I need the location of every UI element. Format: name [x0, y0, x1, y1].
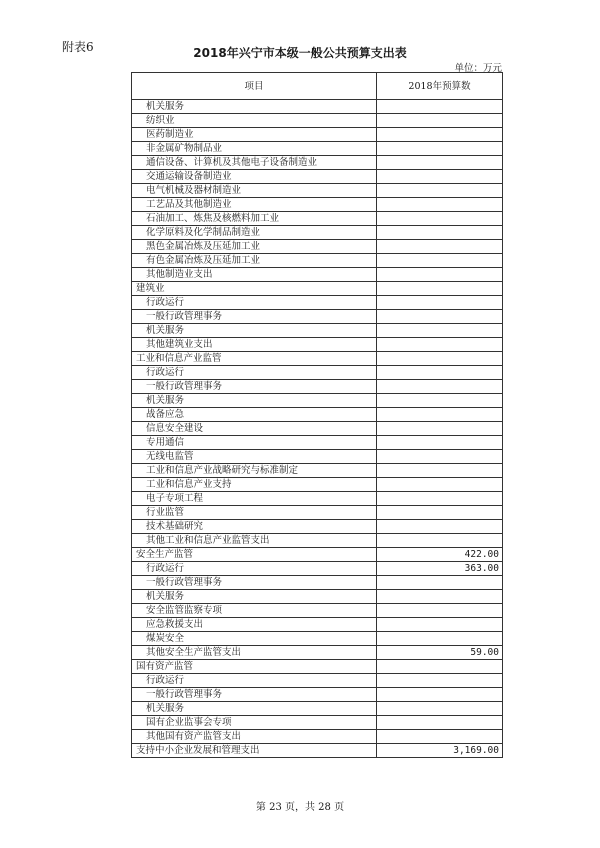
row-item-name: 纺织业: [132, 114, 377, 128]
table-row: [132, 282, 503, 296]
row-item-name: 石油加工、炼焦及核燃料加工业: [132, 212, 377, 226]
row-budget-value: [377, 380, 503, 394]
table-row: [132, 450, 503, 464]
row-budget-value: [377, 100, 503, 114]
row-item-name: 一般行政管理事务: [132, 688, 377, 702]
row-item-name: 工业和信息产业支持: [132, 478, 377, 492]
row-budget-value: [377, 240, 503, 254]
row-budget-value: [377, 464, 503, 478]
table-row: [132, 646, 503, 660]
table-row: [132, 534, 503, 548]
row-budget-value: [377, 632, 503, 646]
row-budget-value: [377, 618, 503, 632]
table-row: [132, 366, 503, 380]
row-item-name: 机关服务: [132, 590, 377, 604]
row-item-name: 电子专项工程: [132, 492, 377, 506]
table-row: [132, 394, 503, 408]
table-row: [132, 296, 503, 310]
row-budget-value: [377, 478, 503, 492]
row-budget-value: [377, 394, 503, 408]
row-item-name: 一般行政管理事务: [132, 576, 377, 590]
header-item: 项目: [132, 73, 377, 100]
table-row: [132, 324, 503, 338]
row-item-name: 有色金属冶炼及压延加工业: [132, 254, 377, 268]
row-budget-value: [377, 184, 503, 198]
table-row: [132, 576, 503, 590]
header-budget: 2018年预算数: [377, 73, 503, 100]
row-item-name: 机关服务: [132, 394, 377, 408]
row-budget-value: [377, 506, 503, 520]
row-budget-value: [377, 716, 503, 730]
row-budget-value: [377, 226, 503, 240]
row-item-name: 专用通信: [132, 436, 377, 450]
row-item-name: 一般行政管理事务: [132, 380, 377, 394]
row-budget-value: [377, 212, 503, 226]
row-item-name: 国有企业监事会专项: [132, 716, 377, 730]
row-item-name: 其他制造业支出: [132, 268, 377, 282]
row-budget-value: [377, 534, 503, 548]
row-budget-value: 363.00: [377, 562, 503, 576]
table-row: [132, 100, 503, 114]
row-item-name: 其他安全生产监管支出: [132, 646, 377, 660]
row-item-name: 煤炭安全: [132, 632, 377, 646]
table-row: [132, 464, 503, 478]
row-budget-value: 59.00: [377, 646, 503, 660]
row-budget-value: [377, 198, 503, 212]
unit-label: 单位：万元: [454, 63, 502, 74]
table-row: [132, 548, 503, 562]
row-budget-value: [377, 254, 503, 268]
row-item-name: 交通运输设备制造业: [132, 170, 377, 184]
table-row: [132, 198, 503, 212]
row-budget-value: [377, 156, 503, 170]
row-budget-value: [377, 366, 503, 380]
row-budget-value: [377, 436, 503, 450]
row-budget-value: [377, 730, 503, 744]
table-row: [132, 632, 503, 646]
table-row: [132, 478, 503, 492]
table-row: [132, 128, 503, 142]
row-budget-value: [377, 338, 503, 352]
row-item-name: 安全监管监察专项: [132, 604, 377, 618]
row-item-name: 应急救援支出: [132, 618, 377, 632]
table-row: [132, 674, 503, 688]
table-row: [132, 268, 503, 282]
row-item-name: 机关服务: [132, 100, 377, 114]
table-row: [132, 422, 503, 436]
row-budget-value: [377, 128, 503, 142]
table-row: [132, 618, 503, 632]
table-row: [132, 352, 503, 366]
row-budget-value: [377, 450, 503, 464]
row-budget-value: [377, 170, 503, 184]
table-row: [132, 156, 503, 170]
row-budget-value: [377, 520, 503, 534]
row-budget-value: 422.00: [377, 548, 503, 562]
table-row: [132, 310, 503, 324]
table-row: [132, 604, 503, 618]
row-item-name: 非金属矿物制品业: [132, 142, 377, 156]
table-row: [132, 408, 503, 422]
row-budget-value: [377, 660, 503, 674]
table-header-row: [132, 73, 503, 100]
row-item-name: 黑色金属冶炼及压延加工业: [132, 240, 377, 254]
table-row: [132, 338, 503, 352]
table-row: [132, 506, 503, 520]
table-row: [132, 226, 503, 240]
row-budget-value: [377, 702, 503, 716]
table-row: [132, 716, 503, 730]
table-row: [132, 142, 503, 156]
row-item-name: 医药制造业: [132, 128, 377, 142]
row-item-name: 通信设备、计算机及其他电子设备制造业: [132, 156, 377, 170]
row-item-name: 机关服务: [132, 324, 377, 338]
row-budget-value: [377, 310, 503, 324]
row-budget-value: [377, 282, 503, 296]
row-item-name: 其他国有资产监管支出: [132, 730, 377, 744]
row-item-name: 行政运行: [132, 366, 377, 380]
table-row: [132, 660, 503, 674]
table-row: [132, 380, 503, 394]
row-item-name: 行业监管: [132, 506, 377, 520]
annex-label: 附表6: [62, 40, 94, 54]
row-item-name: 技术基础研究: [132, 520, 377, 534]
table-row: [132, 114, 503, 128]
row-budget-value: [377, 674, 503, 688]
row-budget-value: [377, 576, 503, 590]
table-row: [132, 562, 503, 576]
row-item-name: 其他工业和信息产业监管支出: [132, 534, 377, 548]
row-item-name: 其他建筑业支出: [132, 338, 377, 352]
row-item-name: 工业和信息产业监管: [132, 352, 377, 366]
table-row: [132, 520, 503, 534]
table-row: [132, 590, 503, 604]
budget-table: [131, 72, 503, 758]
row-item-name: 行政运行: [132, 674, 377, 688]
row-item-name: 战备应急: [132, 408, 377, 422]
row-item-name: 支持中小企业发展和管理支出: [132, 744, 377, 758]
row-budget-value: [377, 268, 503, 282]
row-budget-value: [377, 352, 503, 366]
table-row: [132, 492, 503, 506]
table-row: [132, 254, 503, 268]
row-budget-value: [377, 114, 503, 128]
page-footer: 第 23 页，共 28 页: [255, 802, 345, 813]
row-item-name: 化学原料及化学制品制造业: [132, 226, 377, 240]
row-budget-value: [377, 142, 503, 156]
row-budget-value: 3,169.00: [377, 744, 503, 758]
row-item-name: 无线电监管: [132, 450, 377, 464]
table-row: [132, 184, 503, 198]
row-item-name: 电气机械及器材制造业: [132, 184, 377, 198]
table-row: [132, 688, 503, 702]
row-budget-value: [377, 296, 503, 310]
row-item-name: 安全生产监管: [132, 548, 377, 562]
table-row: [132, 170, 503, 184]
row-item-name: 行政运行: [132, 296, 377, 310]
row-budget-value: [377, 408, 503, 422]
table-row: [132, 702, 503, 716]
table-row: [132, 240, 503, 254]
row-budget-value: [377, 492, 503, 506]
table-row: [132, 212, 503, 226]
row-item-name: 机关服务: [132, 702, 377, 716]
row-item-name: 国有资产监管: [132, 660, 377, 674]
page-title: 2018年兴宁市本级一般公共预算支出表: [193, 46, 407, 60]
row-item-name: 行政运行: [132, 562, 377, 576]
table-row: [132, 744, 503, 758]
row-item-name: 信息安全建设: [132, 422, 377, 436]
row-item-name: 一般行政管理事务: [132, 310, 377, 324]
row-budget-value: [377, 422, 503, 436]
row-item-name: 建筑业: [132, 282, 377, 296]
table-row: [132, 730, 503, 744]
row-budget-value: [377, 590, 503, 604]
row-budget-value: [377, 324, 503, 338]
row-budget-value: [377, 688, 503, 702]
table-row: [132, 436, 503, 450]
row-budget-value: [377, 604, 503, 618]
row-item-name: 工业和信息产业战略研究与标准制定: [132, 464, 377, 478]
row-item-name: 工艺品及其他制造业: [132, 198, 377, 212]
